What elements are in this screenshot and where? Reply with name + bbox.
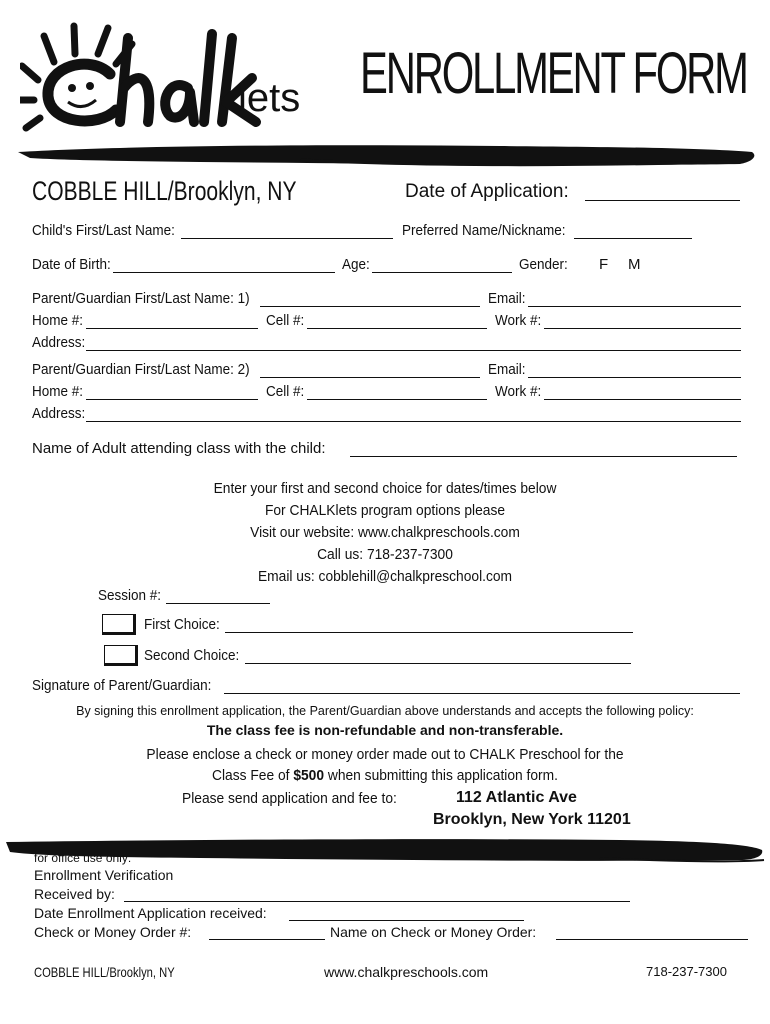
parent1-name-label: Parent/Guardian First/Last Name: 1) (32, 290, 250, 307)
age-label: Age: (342, 256, 370, 273)
preferred-name-label: Preferred Name/Nickname: (402, 222, 566, 239)
dob-field[interactable] (113, 272, 335, 273)
brush-divider-top (0, 140, 770, 170)
dob-label: Date of Birth: (32, 256, 111, 273)
adult-attending-label: Name of Adult attending class with the child: (32, 440, 326, 457)
gender-option-f[interactable]: F (599, 256, 609, 273)
policy-statement: The class fee is non-refundable and non-transferable. (206, 722, 564, 738)
enrollment-verification-heading: Enrollment Verification (34, 867, 174, 883)
parent1-cell-field[interactable] (307, 328, 487, 329)
date-of-application-field[interactable] (585, 200, 740, 201)
parent1-cell-label: Cell #: (266, 312, 305, 329)
signature-label: Signature of Parent/Guardian: (32, 677, 212, 694)
parent2-home-field[interactable] (86, 399, 258, 400)
check-number-field[interactable] (209, 939, 325, 940)
parent2-address-field[interactable] (86, 421, 741, 422)
first-choice-label: First Choice: (144, 616, 220, 633)
date-received-label: Date Enrollment Application received: (34, 905, 267, 921)
page-title: ENROLLMENT FORM (360, 41, 747, 106)
office-use-label: for office use only: (34, 851, 132, 865)
info-line-5: Email us: cobblehill@chalkpreschool.com (257, 568, 513, 585)
name-on-check-label: Name on Check or Money Order: (330, 924, 537, 940)
mailing-address-line2: Brooklyn, New York 11201 (433, 811, 631, 828)
fee-instruction (31, 767, 739, 784)
parent2-name-label: Parent/Guardian First/Last Name: 2) (32, 361, 250, 378)
parent1-work-label: Work #: (495, 312, 542, 329)
chalklets-logo (20, 18, 330, 136)
parent1-home-field[interactable] (86, 328, 258, 329)
child-name-label: Child's First/Last Name: (32, 222, 175, 239)
fee-amount: $500 (293, 767, 325, 784)
footer-phone: 718-237-7300 (646, 964, 727, 979)
parent2-cell-field[interactable] (307, 399, 487, 400)
gender-option-m[interactable]: M (628, 256, 641, 273)
check-number-label: Check or Money Order #: (34, 924, 192, 940)
second-choice-field[interactable] (245, 663, 631, 664)
parent1-address-label: Address: (32, 334, 86, 351)
second-choice-checkbox[interactable] (104, 645, 138, 666)
parent2-home-label: Home #: (32, 383, 84, 400)
parent1-email-label: Email: (488, 290, 526, 307)
parent1-address-field[interactable] (86, 350, 741, 351)
received-by-field[interactable] (124, 901, 630, 902)
date-received-field[interactable] (289, 920, 524, 921)
info-line-4: Call us: 718-237-7300 (317, 546, 453, 563)
received-by-label: Received by: (34, 886, 115, 902)
info-block (0, 478, 770, 588)
date-of-application-label: Date of Application: (405, 181, 569, 202)
child-name-field[interactable] (181, 238, 393, 239)
parent1-work-field[interactable] (544, 328, 741, 329)
mailing-address-line1: 112 Atlantic Ave (456, 789, 577, 806)
enclose-instruction: Please enclose a check or money order made out to CHALK Preschool for the (146, 746, 624, 763)
preferred-name-field[interactable] (574, 238, 692, 239)
parent2-cell-label: Cell #: (266, 383, 305, 400)
parent2-work-label: Work #: (495, 383, 542, 400)
location-heading: COBBLE HILL/Brooklyn, NY (32, 176, 297, 206)
name-on-check-field[interactable] (556, 939, 748, 940)
fee-prefix: Class Fee of (212, 767, 294, 784)
parent2-name-field[interactable] (260, 377, 480, 378)
policy-intro: By signing this enrollment application, the Parent/Guardian above understands and accepts the following policy: (76, 704, 694, 718)
parent2-email-label: Email: (488, 361, 526, 378)
first-choice-field[interactable] (225, 632, 633, 633)
parent1-name-field[interactable] (260, 306, 480, 307)
info-line-2: For CHALKlets program options please (264, 502, 506, 519)
session-field[interactable] (166, 603, 270, 604)
parent2-address-label: Address: (32, 405, 86, 422)
adult-attending-field[interactable] (350, 456, 737, 457)
send-to-label: Please send application and fee to: (182, 790, 397, 807)
fee-suffix: when submitting this application form. (324, 767, 558, 784)
parent1-email-field[interactable] (528, 306, 741, 307)
signature-field[interactable] (224, 693, 740, 694)
gender-label: Gender: (519, 256, 568, 273)
session-label: Session #: (98, 587, 162, 604)
parent2-work-field[interactable] (544, 399, 741, 400)
parent1-home-label: Home #: (32, 312, 84, 329)
info-line-3: Visit our website: www.chalkpreschools.com (250, 524, 520, 541)
parent2-email-field[interactable] (528, 377, 741, 378)
footer-location: COBBLE HILL/Brooklyn, NY (34, 964, 175, 980)
footer-website[interactable]: www.chalkpreschools.com (324, 964, 489, 980)
second-choice-label: Second Choice: (144, 647, 240, 664)
logo-suffix: lets (238, 76, 301, 120)
first-choice-checkbox[interactable] (102, 614, 136, 635)
age-field[interactable] (372, 272, 512, 273)
info-line-1: Enter your first and second choice for dates/times below (213, 480, 557, 497)
